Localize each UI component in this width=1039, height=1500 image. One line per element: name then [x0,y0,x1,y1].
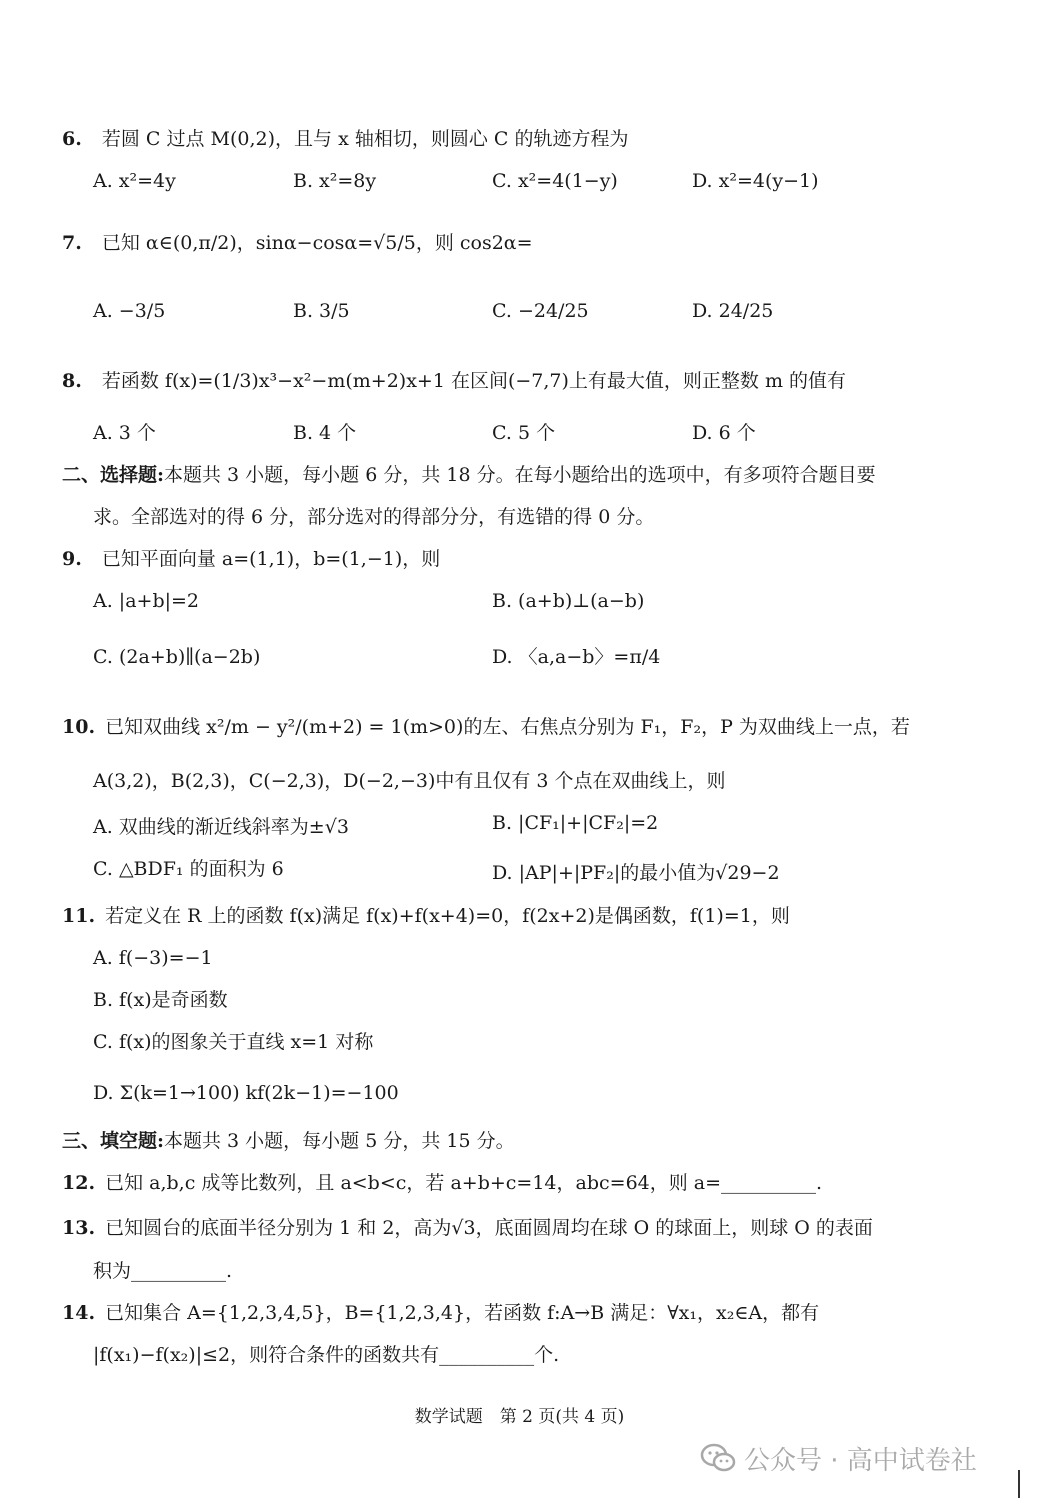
option-b: B. f(x)是奇函数 [93,989,228,1011]
option-d: D. 〈a,a−b〉=π/4 [492,646,661,668]
question-number: 12. [62,1172,96,1194]
question-stem: 已知集合 A={1,2,3,4,5}，B={1,2,3,4}，若函数 f:A→B 满足：∀x₁，x₂∈A，都有 [105,1302,820,1324]
option-a: A. 3 个 [93,422,156,444]
question-stem: 已知平面向量 a=(1,1)，b=(1,−1)，则 [101,548,441,570]
option-b: B. x²=8y [293,170,377,192]
section-instructions: 本题共 3 小题，每小题 5 分，共 15 分。 [164,1130,515,1152]
question-14 [62,1302,819,1325]
question-7 [62,232,533,255]
option-c: C. −24/25 [492,300,589,322]
option-b: B. (a+b)⊥(a−b) [492,590,645,612]
question-number: 7. [62,232,82,254]
question-number: 13. [62,1217,96,1239]
section-2-instructions-cont: 求。全部选对的得 6 分，部分选对的得部分分，有选错的得 0 分。 [93,506,655,528]
option-b: B. 3/5 [293,300,350,322]
edge-mark [1018,1470,1020,1498]
question-number: 11. [62,905,96,927]
question-stem: 若圆 C 过点 M(0,2)，且与 x 轴相切，则圆心 C 的轨迹方程为 [101,128,629,150]
option-d: D. Σ(k=1→100) kf(2k−1)=−100 [93,1082,399,1104]
option-c: C. x²=4(1−y) [492,170,618,192]
question-stem: 已知圆台的底面半径分别为 1 和 2，高为√3，底面圆周均在球 O 的球面上，则球 O 的表面 [105,1217,873,1239]
section-2-heading [62,464,876,487]
option-a: A. 双曲线的渐近线斜率为±√3 [93,816,349,838]
question-13 [62,1217,873,1240]
question-stem: 已知 a,b,c 成等比数列，且 a<b<c，若 a+b+c=14，abc=64，则 a=__________. [105,1172,823,1194]
question-12 [62,1172,822,1195]
question-14-stem-cont: |f(x₁)−f(x₂)|≤2，则符合条件的函数共有__________个. [93,1344,560,1366]
wechat-icon [700,1443,736,1473]
question-10-stem-cont: A(3,2)，B(2,3)，C(−2,3)，D(−2,−3)中有且仅有 3 个点在双曲线上，则 [93,770,726,792]
option-c: C. (2a+b)∥(a−2b) [93,646,261,668]
section-title: 三、填空题: [62,1130,165,1152]
option-d: D. 6 个 [692,422,756,444]
question-number: 9. [62,548,82,570]
option-c: C. △BDF₁ 的面积为 6 [93,858,284,880]
option-d: D. 24/25 [692,300,774,322]
option-b: B. 4 个 [293,422,357,444]
question-number: 6. [62,128,82,150]
page-footer: 数学试题 第 2 页(共 4 页) [414,1407,625,1427]
option-a: A. f(−3)=−1 [93,947,213,969]
section-3-heading [62,1130,515,1153]
question-number: 10. [62,716,96,738]
question-stem: 若定义在 R 上的函数 f(x)满足 f(x)+f(x+4)=0，f(2x+2)是偶函数，f(1)=1，则 [105,905,790,927]
option-d: D. |AP|+|PF₂|的最小值为√29−2 [492,862,780,884]
section-instructions: 本题共 3 小题，每小题 6 分，共 18 分。在每小题给出的选项中，有多项符合题目要 [164,464,876,486]
question-number: 14. [62,1302,96,1324]
question-13-stem-cont: 积为__________. [93,1260,233,1282]
question-stem: 若函数 f(x)=(1/3)x³−x²−m(m+2)x+1 在区间(−7,7)上有最大值，则正整数 m 的值有 [101,370,847,392]
question-9 [62,548,440,571]
watermark [700,1438,977,1478]
question-8 [62,370,846,393]
option-c: C. 5 个 [492,422,556,444]
option-b: B. |CF₁|+|CF₂|=2 [492,812,659,834]
question-6 [62,128,628,151]
section-title: 二、选择题: [62,464,165,486]
option-c: C. f(x)的图象关于直线 x=1 对称 [93,1031,374,1053]
question-10 [62,716,910,739]
question-stem: 已知 α∈(0,π/2)，sinα−cosα=√5/5，则 cos2α= [101,232,533,254]
question-11 [62,905,790,928]
option-a: A. x²=4y [93,170,176,192]
question-stem: 已知双曲线 x²/m − y²/(m+2) = 1(m>0)的左、右焦点分别为 F₁，F₂，P 为双曲线上一点，若 [105,716,910,738]
question-number: 8. [62,370,82,392]
option-d: D. x²=4(y−1) [692,170,819,192]
option-a: A. |a+b|=2 [93,590,200,612]
option-a: A. −3/5 [93,300,166,322]
watermark-text: 公众号 · 高中试卷社 [744,1445,977,1476]
